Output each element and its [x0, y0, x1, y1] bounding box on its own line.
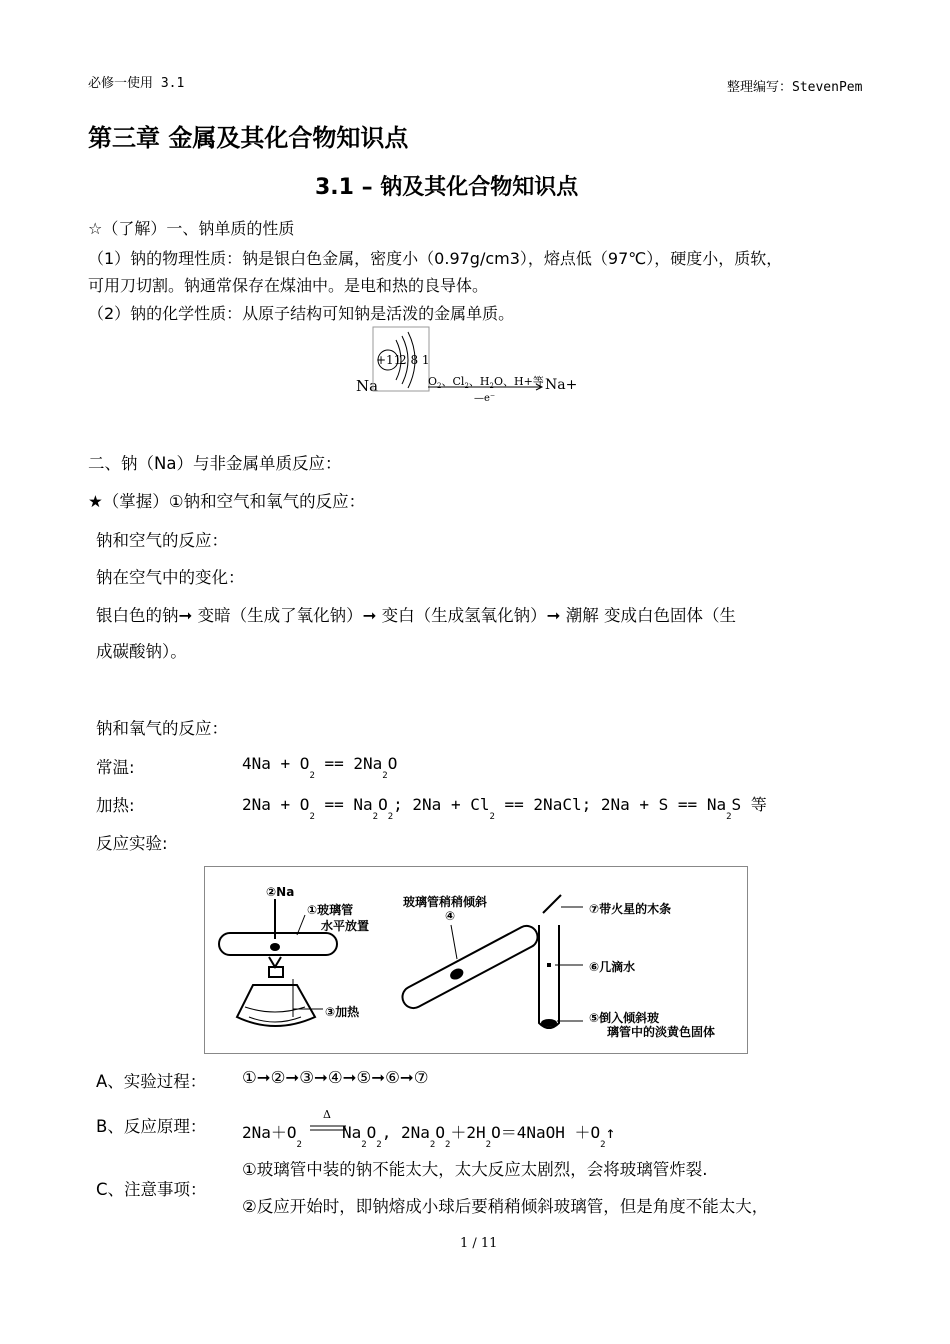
part1-heading: ☆（了解）一、钠单质的性质 — [88, 219, 295, 238]
label-tube2: 水平放置 — [321, 919, 370, 933]
part1-line2: 可用刀切割。钠通常保存在煤油中。是电和热的良导体。 — [88, 276, 489, 295]
atom-left-symbol: Na — [356, 377, 379, 395]
step-c-line1: ①玻璃管中装的钠不能太大，太大反应太剧烈，会将玻璃管炸裂. — [242, 1160, 708, 1179]
label-tilt-num: ④ — [445, 909, 456, 923]
step-c-line2: ②反应开始时，即钠熔成小球后要稍稍倾斜玻璃管，但是角度不能太大， — [242, 1197, 769, 1216]
atom-shells: 2 8 1 — [399, 353, 430, 367]
label-pour: ⑤倒入倾斜玻 — [589, 1011, 660, 1025]
part2-subheading: ★（掌握）①钠和空气和氧气的反应： — [88, 492, 366, 511]
step-b-label: B、反应原理： — [96, 1117, 207, 1136]
label-tube: ①玻璃管 — [307, 903, 354, 917]
label-pour2: 璃管中的淡黄色固体 — [607, 1025, 716, 1039]
change-line1: 银白色的钠➞ 变暗（生成了氧化钠）➞ 变白（生成氢氧化钠）➞ 潮解 变成白色固体（生 — [96, 606, 736, 625]
experiment-label: 反应实验: — [96, 834, 168, 853]
label-tilt: 玻璃管稍稍倾斜 — [403, 895, 488, 909]
part1-line1: （1）钠的物理性质：钠是银白色金属，密度小（0.97g/cm3），熔点低（97℃），硬度小，质软， — [88, 249, 783, 268]
label-heat: ③加热 — [325, 1005, 360, 1019]
label-splint: ⑦带火星的木条 — [589, 902, 672, 916]
chapter-title: 第三章 金属及其化合物知识点 — [88, 124, 409, 152]
normal-temp-equation: $4Na + O_2 == 2Na_2O$ — [242, 754, 398, 781]
heating-label: 加热: — [96, 796, 135, 815]
oxygen-reaction-title: 钠和氧气的反应： — [96, 719, 228, 738]
air-change-title: 钠在空气中的变化： — [96, 568, 245, 587]
normal-temp-label: 常温: — [96, 758, 135, 777]
step-b-equation: $2Na+O_2Na_2O_2$, $2Na_2O_2+2H_2O=4NaOH$ $+O_2↑$ — [242, 1123, 616, 1150]
step-a-label: A、实验过程： — [96, 1072, 207, 1091]
header-right: 整理编写：StevenPem — [727, 80, 863, 95]
air-reaction-title: 钠和空气的反应： — [96, 531, 228, 550]
reaction-arrow-icon — [428, 383, 548, 391]
experiment-figure — [204, 866, 748, 1054]
reaction-condition: Δ — [323, 1108, 331, 1121]
atom-reagents: $O_2$、$Cl_2$、$H_2O$、H+等 — [428, 375, 544, 391]
step-a-value: ①➞②➞③➞④➞⑤➞⑥➞⑦ — [242, 1068, 429, 1087]
atom-nucleus: +11 — [376, 353, 402, 367]
label-water: ⑥几滴水 — [589, 960, 636, 974]
step-c-label: C、注意事项： — [96, 1180, 207, 1199]
part1-line3: （2）钠的化学性质：从原子结构可知钠是活泼的金属单质。 — [88, 304, 515, 323]
page-number: 1 / 11 — [460, 1236, 498, 1251]
heating-equation: $2Na + O_2 == Na_2O_2$; $2Na + Cl_2$ == 2NaCl; $2Na + S == Na_2S$ 等 — [242, 795, 767, 822]
section-title: 3.1 – 钠及其化合物知识点 — [315, 175, 579, 200]
atom-below-arrow: —e⁻ — [474, 393, 496, 404]
label-na: ②Na — [266, 885, 295, 899]
part2-heading: 二、钠（Na）与非金属单质反应： — [88, 454, 342, 473]
atom-right-symbol: Na+ — [545, 377, 578, 393]
header-left: 必修一使用 3.1 — [88, 76, 185, 91]
change-line2: 成碳酸钠）。 — [96, 642, 187, 661]
